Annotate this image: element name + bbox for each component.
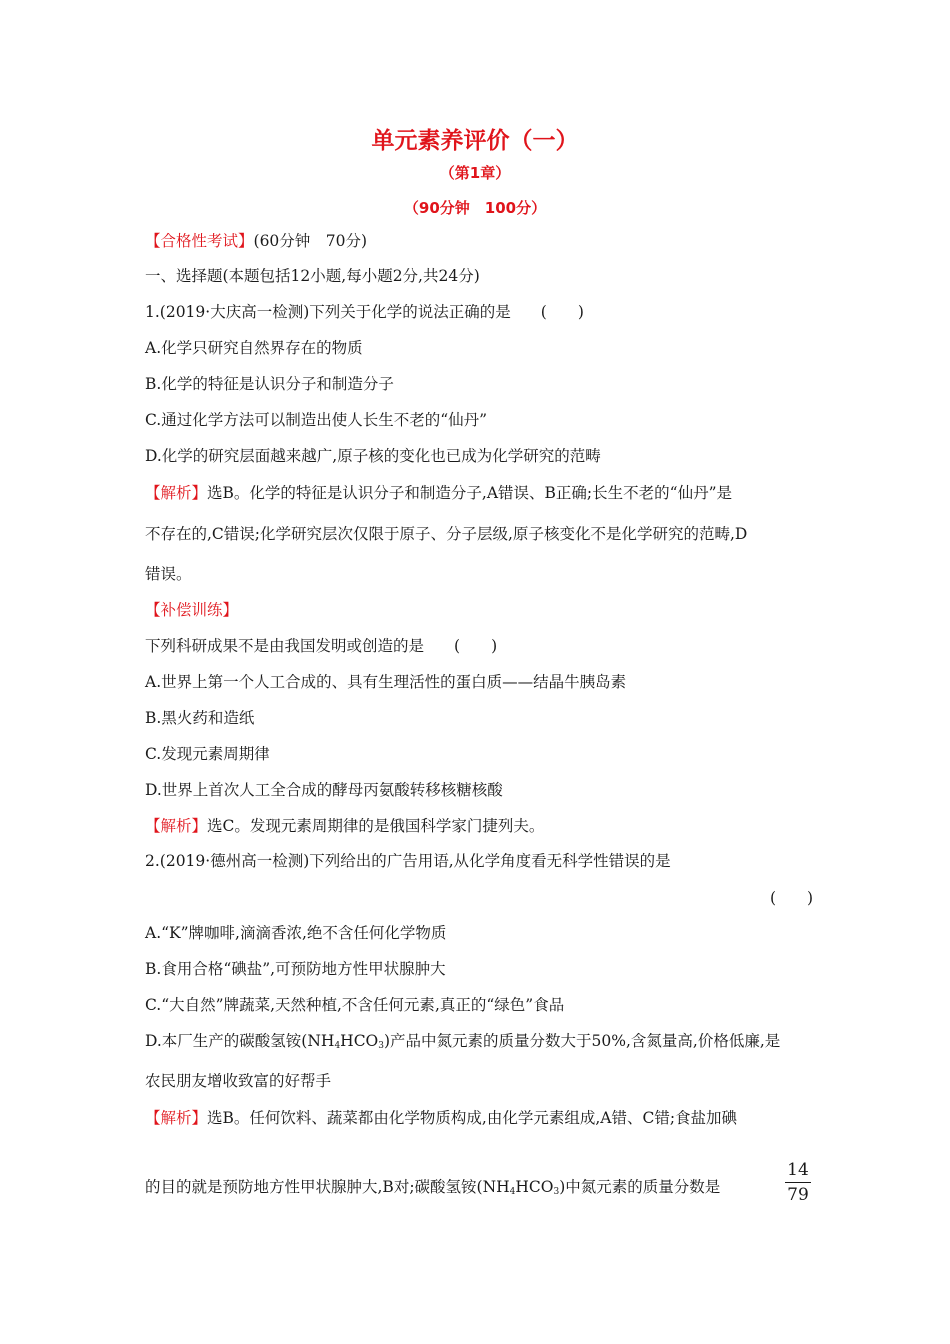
q1-option-b: B.化学的特征是认识分子和制造分子	[145, 375, 394, 393]
supplement-option-d: D.世界上首次人工全合成的酵母丙氨酸转移核糖核酸	[145, 781, 503, 799]
section-pass-heading	[145, 231, 367, 251]
supplement-analysis-text: 选C。发现元素周期律的是俄国科学家门捷列夫。	[207, 817, 545, 835]
subscript-3: 3	[553, 1187, 560, 1197]
q2-option-d-line-2: 农民朋友增收致富的好帮手	[145, 1072, 332, 1090]
q1-answer-paren: ( )	[540, 303, 584, 321]
chapter-label: （第1章）	[439, 164, 511, 182]
supplement-analysis	[145, 816, 544, 836]
supplement-stem-text: 下列科研成果不是由我国发明或创造的是	[145, 637, 425, 655]
q1-analysis-line-1	[145, 483, 732, 503]
q2-answer-paren: ( )	[770, 889, 814, 907]
q2-analysis-line-2	[145, 1177, 720, 1202]
q2-analysis-text-2b: )中氮元素的质量分数是	[559, 1178, 721, 1196]
supplement-stem	[145, 636, 497, 656]
q2-analysis-text-1: 选B。任何饮料、蔬菜都由化学物质构成,由化学元素组成,A错、C错;食盐加碘	[207, 1109, 738, 1127]
q2-option-d-text-1: D.本厂生产的碳酸氢铵(NH	[145, 1032, 335, 1050]
supplement-option-c: C.发现元素周期律	[145, 745, 270, 763]
subscript-3: 3	[378, 1041, 384, 1051]
fraction-denominator: 79	[787, 1185, 809, 1205]
q1-analysis-line-2: 不存在的,C错误;化学研究层次仅限于原子、分子层级,原子核变化不是化学研究的范畴,D	[145, 525, 748, 543]
time-score-label: （90分钟 100分）	[403, 199, 547, 217]
q1-analysis-label: 【解析】	[145, 484, 208, 502]
supplement-option-a: A.世界上第一个人工合成的、具有生理活性的蛋白质——结晶牛胰岛素	[145, 673, 627, 691]
q1-option-d: D.化学的研究层面越来越广,原子核的变化也已成为化学研究的范畴	[145, 447, 601, 465]
q1-stem-text: 1.(2019·大庆高一检测)下列关于化学的说法正确的是	[145, 303, 511, 321]
part1-heading: 一、选择题(本题包括12小题,每小题2分,共24分)	[145, 267, 480, 285]
q2-analysis-formula: HCO	[515, 1178, 554, 1196]
q1-analysis-text-1: 选B。化学的特征是认识分子和制造分子,A错误、B正确;长生不老的“仙丹”是	[207, 484, 732, 502]
supplement-answer-paren: ( )	[454, 637, 498, 655]
q2-analysis-line-1	[145, 1108, 737, 1128]
q2-analysis-label: 【解析】	[145, 1109, 208, 1127]
section-pass-info: (60分钟 70分)	[253, 232, 368, 250]
subscript-4: 4	[334, 1041, 341, 1051]
fraction-numerator: 14	[785, 1160, 811, 1183]
supplement-analysis-label: 【解析】	[145, 817, 208, 835]
q1-option-a: A.化学只研究自然界存在的物质	[145, 339, 363, 357]
section-pass-label: 【合格性考试】	[145, 232, 254, 250]
mass-fraction	[785, 1160, 811, 1205]
q2-option-a: A.“K”牌咖啡,滴滴香浓,绝不含任何化学物质	[145, 924, 447, 942]
q2-option-d-text-2: )产品中氮元素的质量分数大于50%,含氮量高,价格低廉,是	[384, 1032, 781, 1050]
page-title: 单元素养评价（一）	[371, 128, 579, 154]
q2-analysis-text-2a: 的目的就是预防地方性甲状腺肿大,B对;碳酸氢铵(NH	[145, 1178, 510, 1196]
q1-stem	[145, 302, 584, 322]
q2-option-c: C.“大自然”牌蔬菜,天然种植,不含任何元素,真正的“绿色”食品	[145, 996, 565, 1014]
q2-option-d-line-1	[145, 1031, 780, 1056]
q1-option-c: C.通过化学方法可以制造出使人长生不老的“仙丹”	[145, 411, 488, 429]
q1-analysis-line-3: 错误。	[145, 565, 192, 583]
supplement-option-b: B.黑火药和造纸	[145, 709, 255, 727]
subscript-4: 4	[509, 1187, 516, 1197]
supplement-label: 【补偿训练】	[145, 601, 239, 619]
q2-option-b: B.食用合格“碘盐”,可预防地方性甲状腺肿大	[145, 960, 446, 978]
q2-stem: 2.(2019·德州高一检测)下列给出的广告用语,从化学角度看无科学性错误的是	[145, 852, 671, 870]
q2-option-d-formula: HCO	[340, 1032, 379, 1050]
